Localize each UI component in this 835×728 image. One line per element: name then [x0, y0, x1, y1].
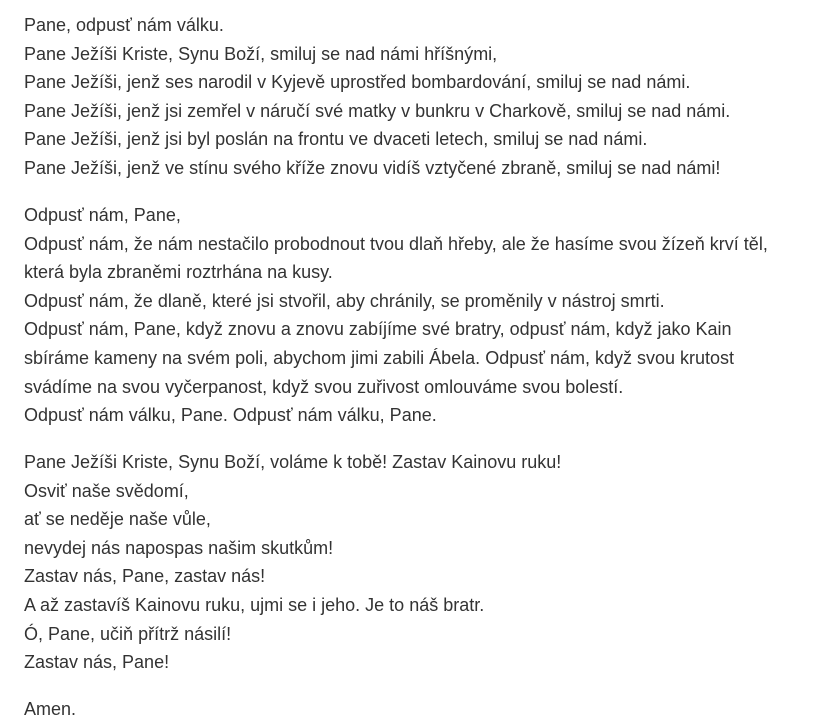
stanza-4	[24, 695, 835, 724]
text-line: Odpusť nám, že nám nestačilo probodnout tvou dlaň hřeby, ale že hasíme svou žízeň krví těl,	[24, 233, 768, 254]
text-line: která byla zbraněmi roztrhána na kusy.	[24, 262, 333, 283]
text-line: A až zastavíš Kainovu ruku, ujmi se i jeho. Je to náš bratr.	[24, 595, 485, 616]
text-line: Pane, odpusť nám válku.	[24, 15, 224, 35]
text-line: Zastav nás, Pane, zastav nás!	[24, 566, 266, 587]
text-line: Pane Ježíši Kriste, Synu Boží, voláme k tobě! Zastav Kainovu ruku!	[24, 452, 562, 473]
text-line: Odpusť nám válku, Pane. Odpusť nám válku, Pane.	[24, 405, 437, 426]
stanza-1	[24, 11, 835, 183]
text-line: Odpusť nám, že dlaně, které jsi stvořil, aby chránily, se proměnily v nástroj smrti.	[24, 290, 665, 311]
text-line: Pane Ježíši, jenž jsi zemřel v náručí své matky v bunkru v Charkově, smiluj se nad námi.	[24, 100, 731, 121]
stanza-3	[24, 448, 835, 677]
text-line: Pane Ježíši Kriste, Synu Boží, smiluj se nad námi hříšnými,	[24, 43, 498, 64]
text-line: Ó, Pane, učiň přítrž násilí!	[24, 623, 232, 644]
prayer-document	[24, 11, 835, 724]
text-line: Odpusť nám, Pane,	[24, 204, 181, 225]
text-line: Pane Ježíši, jenž ve stínu svého kříže znovu vidíš vztyčené zbraně, smiluj se nad námi!	[24, 157, 721, 178]
text-line: Odpusť nám, Pane, když znovu a znovu zabíjíme své bratry, odpusť nám, když jako Kain	[24, 319, 732, 340]
text-line: Osviť naše svědomí,	[24, 480, 189, 501]
text-line: ať se neděje naše vůle,	[24, 509, 211, 530]
text-line: svádíme na svou vyčerpanost, když svou zuřivost omlouváme svou bolestí.	[24, 376, 624, 397]
text-line: Pane Ježíši, jenž ses narodil v Kyjevě uprostřed bombardování, smiluj se nad námi.	[24, 72, 691, 93]
text-line: Zastav nás, Pane!	[24, 652, 170, 673]
text-line: Pane Ježíši, jenž jsi byl poslán na frontu ve dvaceti letech, smiluj se nad námi.	[24, 129, 648, 150]
stanza-2	[24, 201, 835, 430]
text-line: nevydej nás napospas našim skutkům!	[24, 537, 334, 558]
text-line: Amen.	[24, 699, 77, 720]
text-line: sbíráme kameny na svém poli, abychom jimi zabili Ábela. Odpusť nám, když svou krutost	[24, 347, 735, 368]
